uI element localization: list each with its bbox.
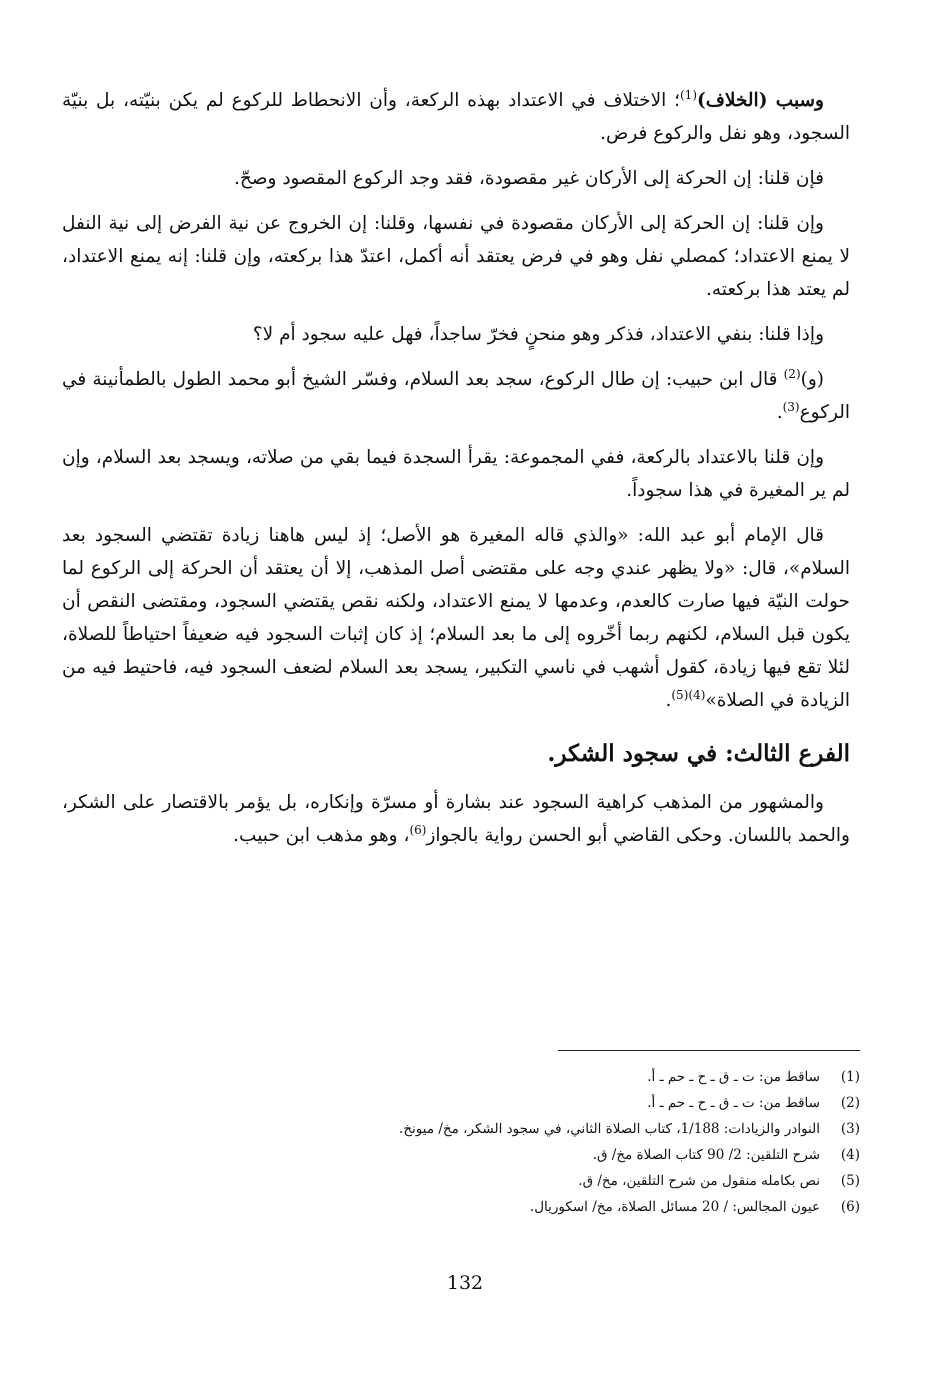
footnote-ref: (3) bbox=[782, 399, 800, 414]
footnote-number: (4) bbox=[840, 1147, 860, 1163]
paragraph-text: قال ابن حبيب: إن طال الركوع، سجد بعد السلام، وفسّر الشيخ أبو محمد الطول بالطمأنينة في الركوع bbox=[62, 369, 850, 423]
paragraph-5 bbox=[62, 363, 850, 429]
paragraph-tail: ، وهو مذهب ابن حبيب. bbox=[233, 825, 410, 846]
footnote-text: ساقط من: ت ـ ق ـ ح ـ حم ـ أ. bbox=[647, 1069, 820, 1085]
paragraph-text: قال الإمام أبو عبد الله: «والذي قاله المغيرة هو الأصل؛ إذ ليس هاهنا زيادة تقتضي السجود بعد السلام»، قال: «ولا يظهر عندي وجه على مقتضى أصل المذهب، إلا أن يعتقد أن الحركة إلى الركوع لما حولت النيّة فيها صارت كالعدم، وعدمها لا يمنع الاعتداد، ولكنه نقص يقتضي السجود، ومقتضى النقص أن يكون قبل السلام، لكنهم ربما أخّروه إلى ما بعد السلام؛ إذ كان إثبات السجود فيه ضعيفاً احتياطاً للصلاة، لئلا تقع فيها زيادة، كقول أشهب في ناسي التكبير، يسجد بعد السلام لضعف السجود فيه، فاحتيط فيه من الزيادة في الصلاة» bbox=[62, 525, 850, 711]
footnote bbox=[250, 1116, 860, 1142]
footnote-text: عيون المجالس: / 20 مسائل الصلاة، مخ/ اسكوريال. bbox=[529, 1199, 820, 1215]
footnote-ref: (1) bbox=[679, 87, 697, 102]
paragraph-1 bbox=[62, 84, 850, 150]
section-heading: الفرع الثالث: في سجود الشكر. bbox=[547, 740, 850, 767]
paragraph-lead: وسبب (الخلاف) bbox=[697, 90, 824, 111]
footnote-number: (2) bbox=[840, 1095, 860, 1111]
paragraph-text: والمشهور من المذهب كراهية السجود عند بشارة أو مسرّة وإنكاره، بل يؤمر بالاقتصار على الشكر، والحمد باللسان. وحكى القاضي أبو الحسن رواية بالجواز bbox=[62, 792, 850, 846]
footnote-ref: (6) bbox=[409, 822, 427, 837]
footnote bbox=[250, 1194, 860, 1220]
paragraph-close: . bbox=[776, 402, 783, 423]
paragraph-6: وإن قلنا بالاعتداد بالركعة، ففي المجموعة: يقرأ السجدة فيما بقي من صلاته، ويسجد بعد السلام، وإن لم ير المغيرة في هذا سجوداً. bbox=[62, 447, 850, 501]
footnote-text: نص بكامله منقول من شرح التلقين، مخ/ ق. bbox=[578, 1173, 820, 1189]
footnote-ref: (5) bbox=[671, 687, 689, 702]
footnote-number: (5) bbox=[840, 1173, 860, 1189]
footnote-number: (3) bbox=[840, 1121, 860, 1137]
main-text bbox=[62, 84, 850, 864]
paragraph-2: فإن قلنا: إن الحركة إلى الأركان غير مقصودة، فقد وجد الركوع المقصود وصحّ. bbox=[233, 168, 824, 189]
paragraph-open: (و) bbox=[800, 369, 824, 390]
footnote-ref: (4) bbox=[688, 687, 706, 702]
paragraph-4: وإذا قلنا: بنفي الاعتداد، فذكر وهو منحنٍ فخرّ ساجداً، فهل عليه سجود أم لا؟ bbox=[252, 324, 824, 345]
paragraph-7 bbox=[62, 519, 850, 717]
footnote-divider bbox=[558, 1050, 860, 1051]
footnote bbox=[250, 1090, 860, 1116]
footnote-text: شرح التلقين: 2/ 90 كتاب الصلاة مخ/ ق. bbox=[592, 1147, 820, 1163]
footnote-number: (1) bbox=[840, 1069, 860, 1085]
footnote-text: ساقط من: ت ـ ق ـ ح ـ حم ـ أ. bbox=[647, 1095, 820, 1111]
paragraph-8 bbox=[62, 786, 850, 852]
footnote bbox=[250, 1064, 860, 1090]
footnote-ref: (2) bbox=[783, 366, 801, 381]
footnotes bbox=[250, 1064, 860, 1220]
paragraph-text: ؛ الاختلاف في الاعتداد بهذه الركعة، وأن الانحطاط للركوع لم يكن بنيّته، بل بنيّة السجود، وهو نفل والركوع فرض. bbox=[62, 90, 850, 144]
page-number: 132 bbox=[446, 1272, 484, 1294]
footnote-text: النوادر والزيادات: 1/188، كتاب الصلاة الثاني، في سجود الشكر، مخ/ ميونخ. bbox=[399, 1121, 820, 1137]
footnote-number: (6) bbox=[840, 1199, 860, 1215]
footnote bbox=[250, 1168, 860, 1194]
footnote bbox=[250, 1142, 860, 1168]
paragraph-close: . bbox=[665, 690, 672, 711]
paragraph-3: وإن قلنا: إن الحركة إلى الأركان مقصودة في نفسها، وقلنا: إن الخروج عن نية الفرض إلى نية النفل لا يمنع الاعتداد؛ كمصلي نفل وهو في فرض يعتقد أنه أكمل، اعتدّ هذا بركعته، وإن قلنا: إنه يمنع الاعتداد، لم يعتد هذا بركعته. bbox=[62, 213, 850, 300]
